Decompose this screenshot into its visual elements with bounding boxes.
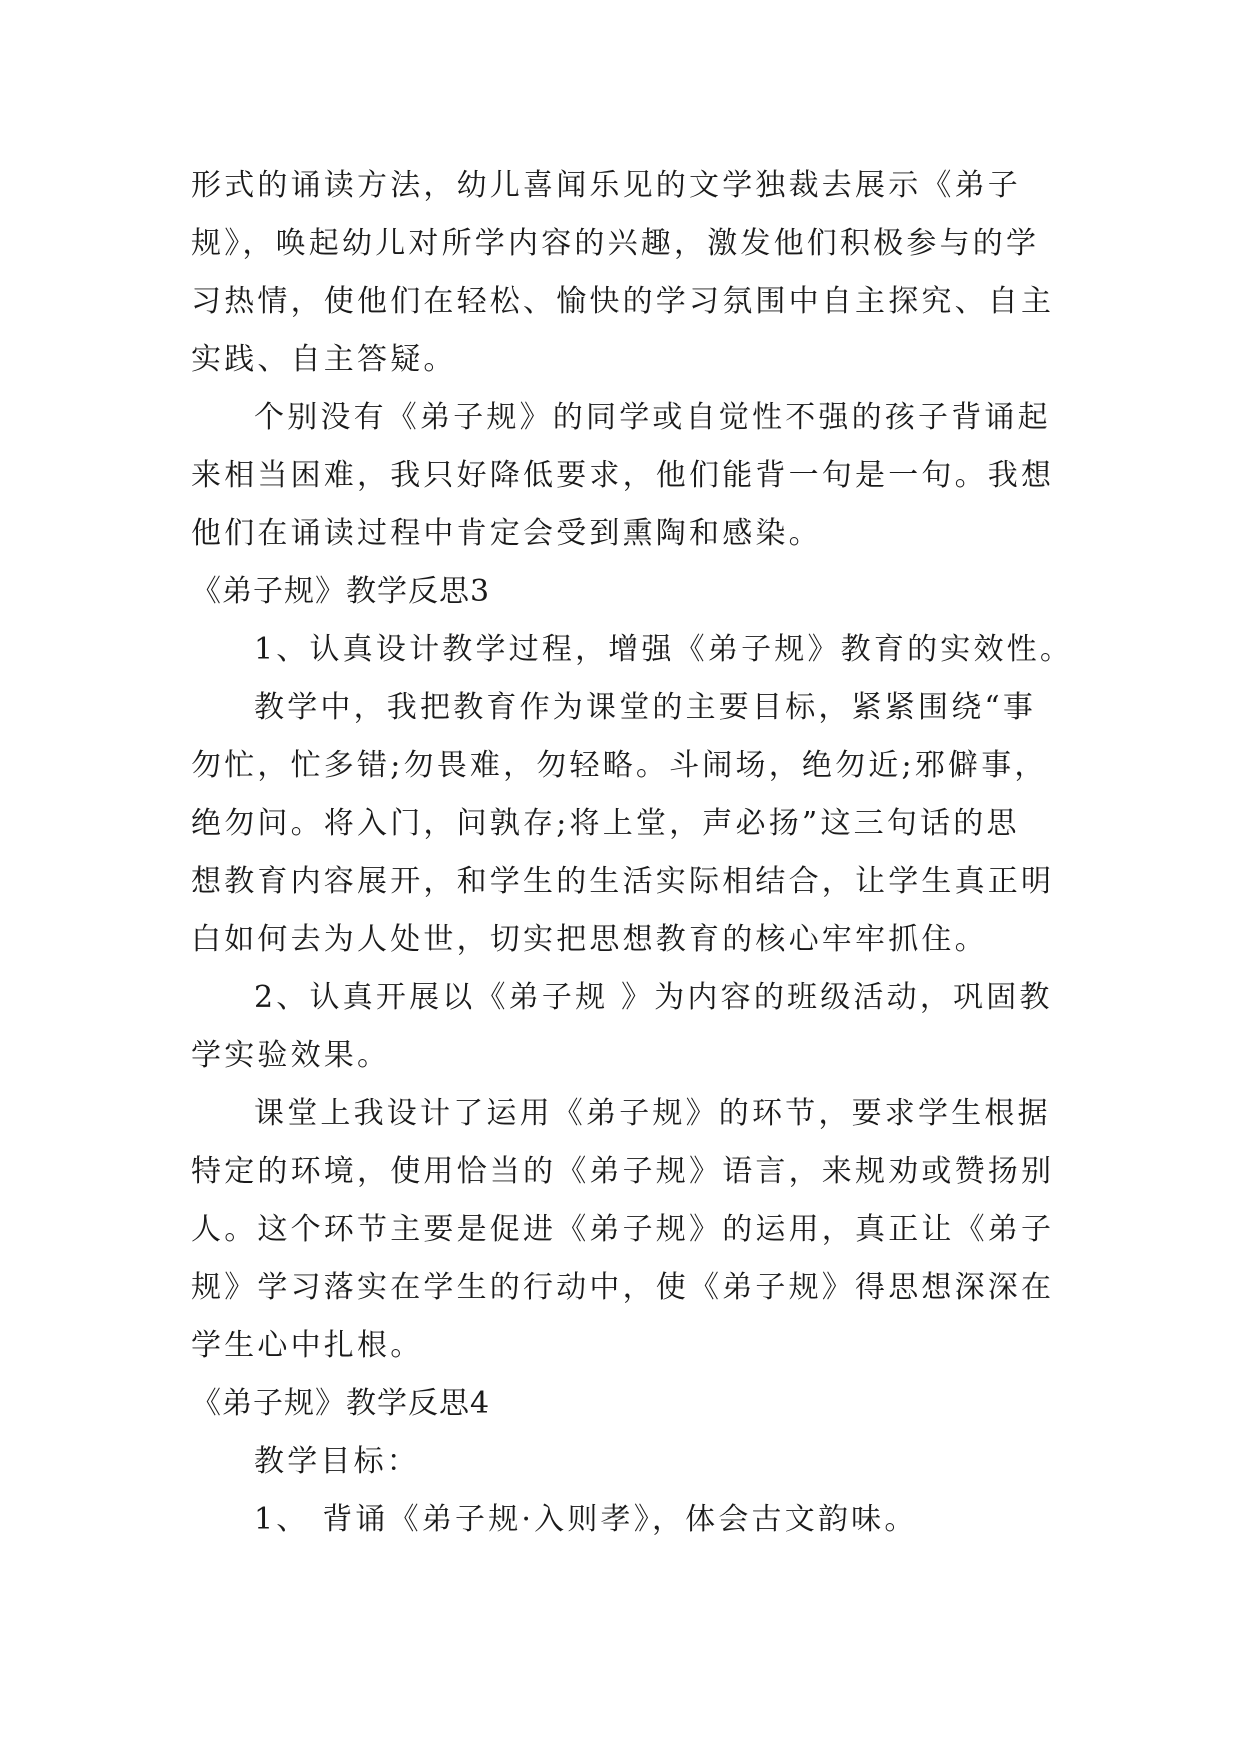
paragraph-line: 他们在诵读过程中肯定会受到熏陶和感染。 (191, 516, 822, 551)
paragraph-line: 实践、自主答疑。 (191, 342, 457, 377)
paragraph-line: 绝勿问。将入门，问孰存;将上堂，声必扬”这三句话的思 (191, 806, 1020, 841)
paragraph-line: 人。这个环节主要是促进《弟子规》的运用，真正让《弟子 (191, 1212, 1055, 1247)
paragraph-line: 1、认真设计教学过程，增强《弟子规》教育的实效性。 (254, 632, 1074, 667)
paragraph-line: 形式的诵读方法，幼儿喜闻乐见的文学独裁去展示《弟子 (191, 168, 1021, 203)
paragraph-line: 习热情，使他们在轻松、愉快的学习氛围中自主探究、自主 (191, 284, 1055, 319)
paragraph-line: 勿忙，忙多错;勿畏难，勿轻略。斗闹场，绝勿近;邪僻事， (191, 748, 1048, 783)
paragraph-line: 教学目标： (254, 1444, 420, 1479)
paragraph-line: 个别没有《弟子规》的同学或自觉性不强的孩子背诵起 (254, 400, 1051, 435)
paragraph-line: 白如何去为人处世，切实把思想教育的核心牢牢抓住。 (191, 922, 988, 957)
paragraph-line: 规》学习落实在学生的行动中，使《弟子规》得思想深深在 (191, 1270, 1055, 1305)
paragraph-line: 特定的环境，使用恰当的《弟子规》语言，来规劝或赞扬别 (191, 1154, 1055, 1189)
paragraph-line: 教学中，我把教育作为课堂的主要目标，紧紧围绕“事 (254, 690, 1037, 725)
section-heading: 《弟子规》教学反思3 (191, 574, 491, 609)
paragraph-line: 2、认真开展以《弟子规 》为内容的班级活动，巩固教 (254, 980, 1053, 1015)
paragraph-line: 课堂上我设计了运用《弟子规》的环节，要求学生根据 (254, 1096, 1051, 1131)
paragraph-line: 来相当困难，我只好降低要求，他们能背一句是一句。我想 (191, 458, 1055, 493)
paragraph-line: 学实验效果。 (191, 1038, 391, 1073)
paragraph-line: 规》，唤起幼儿对所学内容的兴趣，激发他们积极参与的学 (191, 226, 1040, 261)
section-heading: 《弟子规》教学反思4 (191, 1386, 491, 1421)
paragraph-line: 想教育内容展开，和学生的生活实际相结合，让学生真正明 (191, 864, 1055, 899)
paragraph-line: 1、 背诵《弟子规·入则孝》，体会古文韵味。 (254, 1502, 918, 1537)
paragraph-line: 学生心中扎根。 (191, 1328, 424, 1363)
